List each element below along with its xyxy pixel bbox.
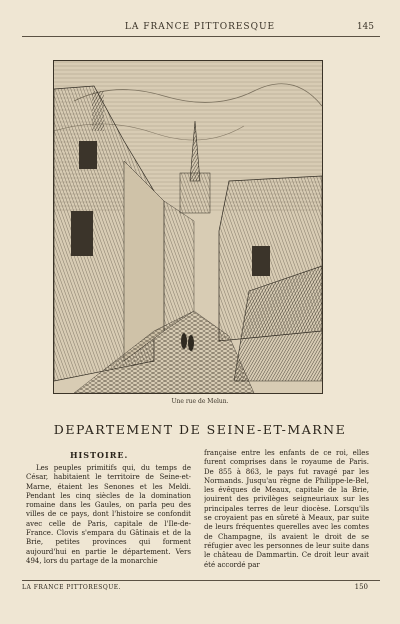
left-chimney	[92, 91, 104, 131]
illustration-caption: Une rue de Melun.	[171, 398, 229, 405]
text-column-left	[26, 464, 191, 578]
sheet-number: 150	[354, 583, 368, 591]
left-window-upper	[79, 141, 97, 169]
page-number: 145	[356, 22, 374, 32]
header-rule	[22, 36, 380, 37]
paragraph-right: française entre les enfants de ce roi, elles furent comprises dans le royaume de Paris. De 855 à 863, le pays fut ravagé par les Normands. Jusqu'au règne de Philippe-le-Bel, les évêques de Meaux, capitale de la Brie, jouirent des privilèges seigneuriaux sur les principales terres de leur diocèse. Lorsqu'ils se croyaient pas en sûreté à Meaux, par suite de leurs fréquentes querelles avec les comtes de Champagne, ils avaient le droit de se réfugier avec les personnes de leur suite dans le château de Dammartin. Ce droit leur avait été accordé par	[204, 449, 369, 569]
distant-houses	[164, 201, 194, 331]
right-window	[252, 246, 270, 276]
figure-1	[181, 333, 187, 349]
footer-publisher: LA FRANCE PITTORESQUE.	[22, 584, 122, 591]
church-tower	[180, 173, 210, 213]
running-title: LA FRANCE PITTORESQUE	[124, 22, 276, 32]
paragraph-left: Les peuples primitifs qui, du temps de César, habitaient le territoire de Seine-et-Marne, étaient les Senones et les Meldi. Pendant les cinq siècles de la domination romaine dans les Gaules, on parla peu des villes de ce pays, dont l'histoire se confondit avec celle de Paris, capitale de l'Ile-de-France. Clovis s'empara du Gâtinais et de la Brie, petites provinces qui forment aujourd'hui en partie le département. Vers 494, lors du partage de la monarchie	[26, 464, 191, 565]
text-column-right	[204, 449, 369, 578]
figure-2	[188, 335, 194, 351]
article-title: DEPARTEMENT DE SEINE-ET-MARNE	[53, 422, 347, 437]
page-footer	[22, 580, 380, 592]
footer-rule	[22, 580, 380, 581]
section-title: HISTOIRE.	[70, 450, 129, 460]
left-window-lower	[71, 211, 93, 256]
street-engraving	[53, 60, 323, 394]
